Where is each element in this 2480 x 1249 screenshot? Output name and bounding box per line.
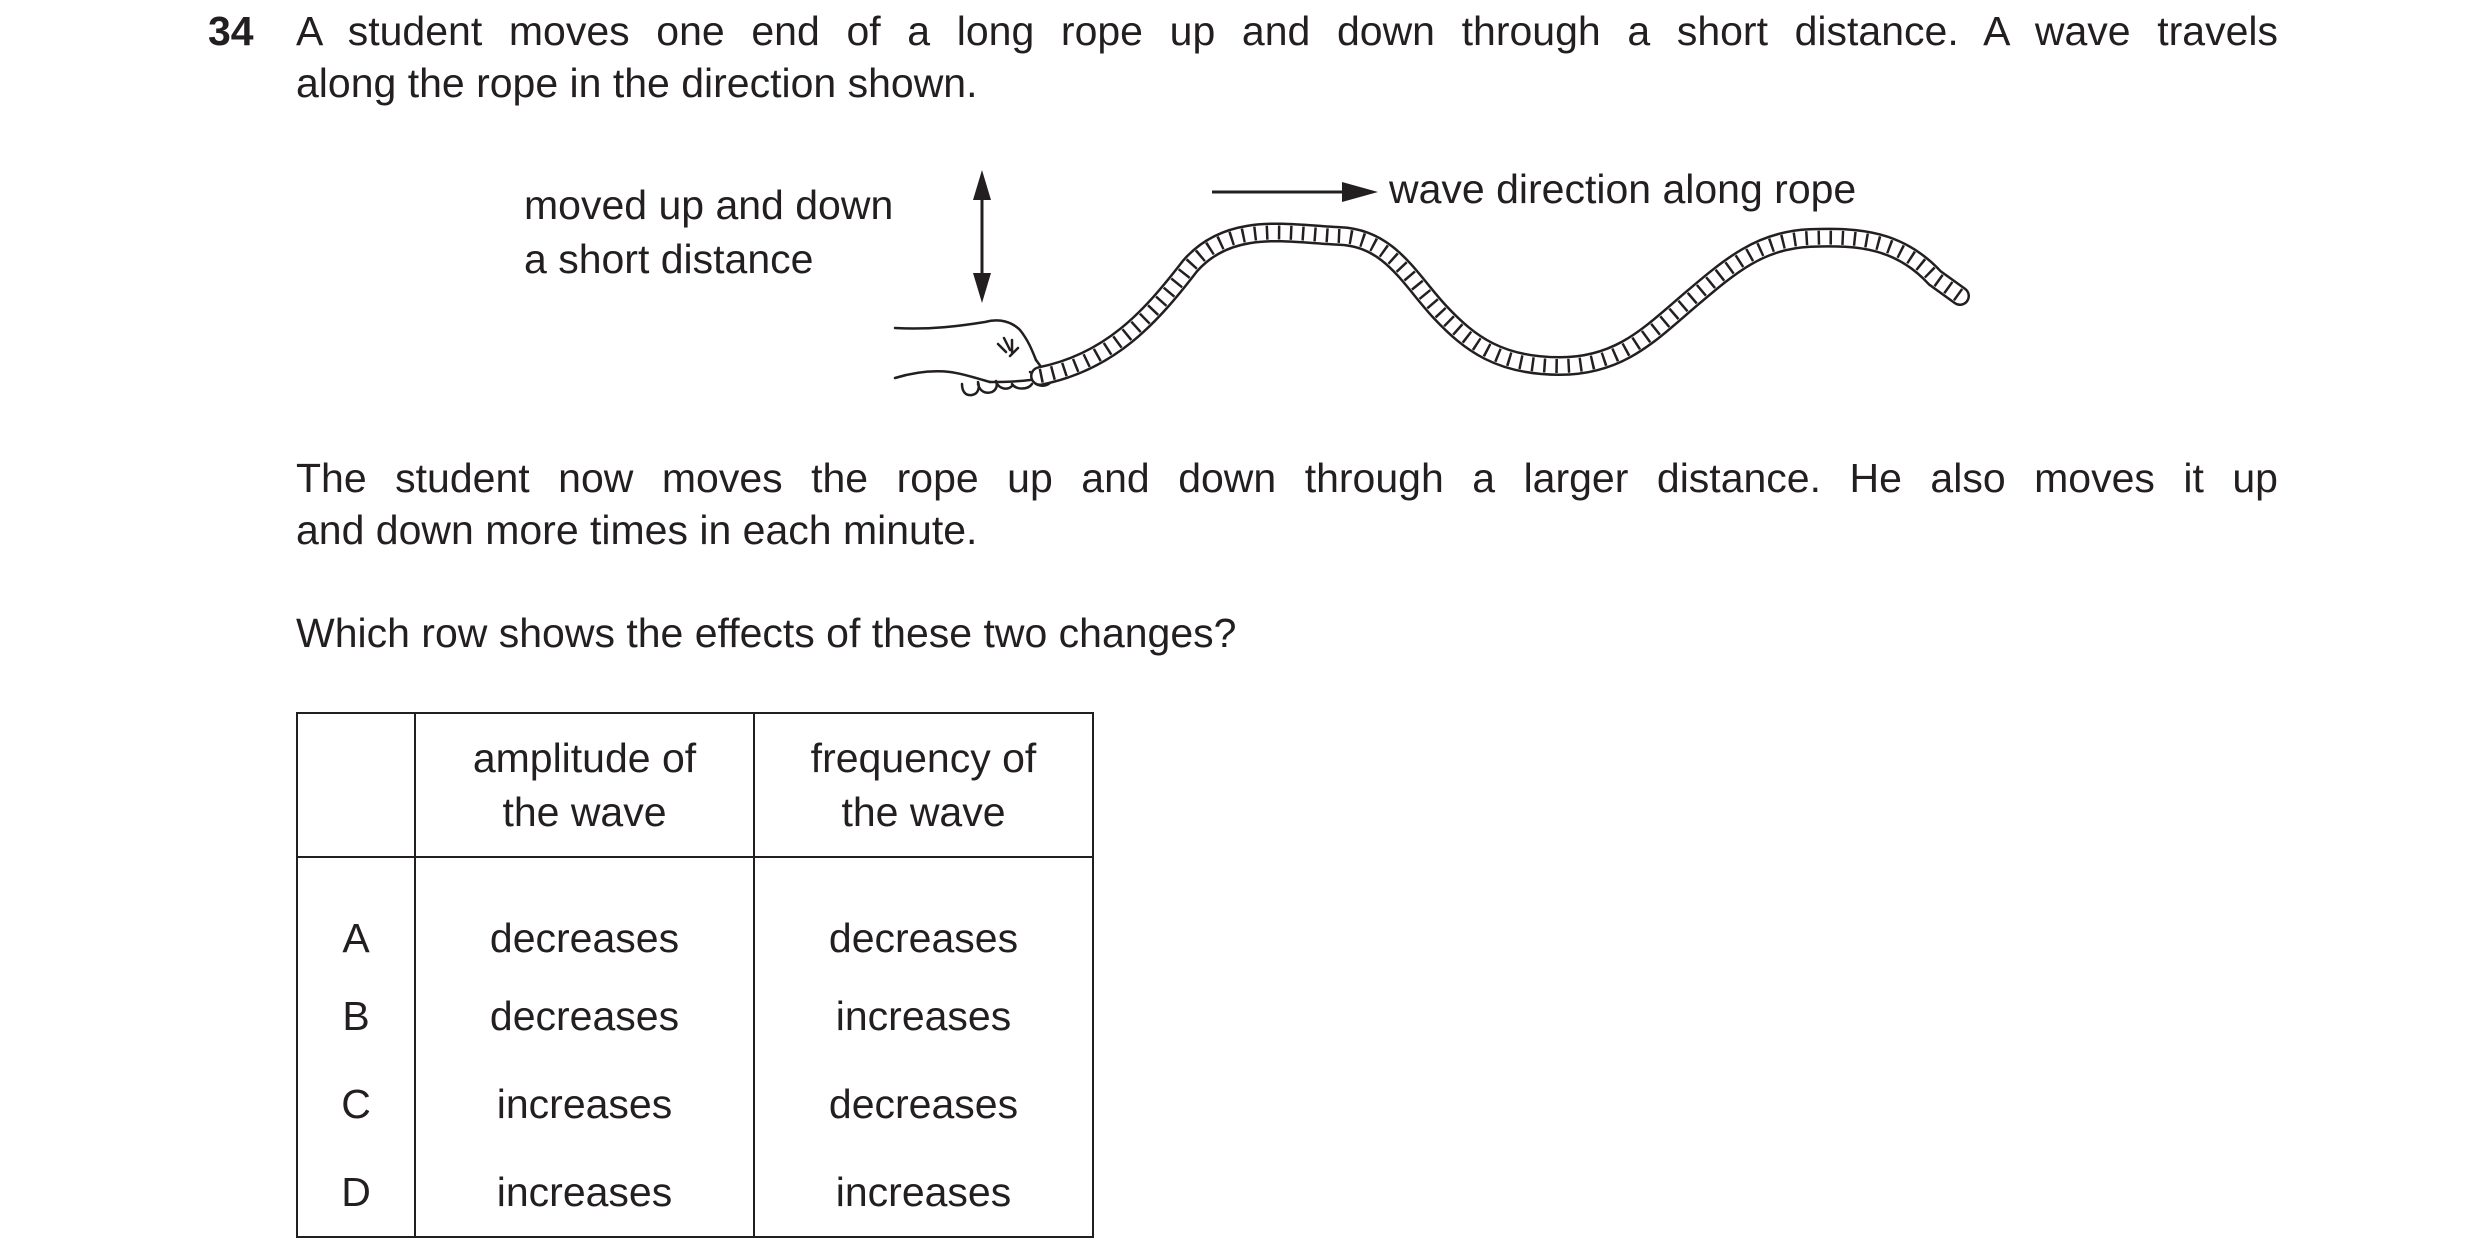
- row-letter: D: [297, 1148, 415, 1237]
- question-changes-line-2: and down more times in each minute.: [296, 507, 978, 553]
- answer-table: [296, 712, 1094, 1238]
- question-number: 34: [208, 8, 254, 54]
- question-changes-line-1: The student now moves the rope up and down through a larger distance. He also moves it up: [296, 455, 2278, 501]
- row-amplitude: decreases: [415, 857, 754, 972]
- rope-icon: [1040, 232, 1960, 376]
- question-intro-line-1: A student moves one end of a long rope up and down through a short distance. A wave travels: [296, 8, 2278, 54]
- row-frequency: increases: [754, 972, 1093, 1060]
- row-letter: A: [297, 857, 415, 972]
- header-frequency-line-2: the wave: [841, 789, 1006, 835]
- row-amplitude: increases: [415, 1060, 754, 1148]
- table-header-row: [297, 713, 1093, 857]
- header-amplitude-line-1: amplitude of: [472, 735, 697, 781]
- row-frequency: decreases: [754, 1060, 1093, 1148]
- question-prompt: Which row shows the effects of these two changes?: [296, 610, 1237, 656]
- table-row: [297, 1060, 1093, 1148]
- hand-icon: [895, 320, 1050, 395]
- label-moved-line-2: a short distance: [524, 236, 814, 282]
- row-frequency: increases: [754, 1148, 1093, 1237]
- header-frequency: [754, 713, 1093, 857]
- header-amplitude: [415, 713, 754, 857]
- question-intro-line-2: along the rope in the direction shown.: [296, 60, 978, 106]
- table-row: [297, 1148, 1093, 1237]
- row-letter: B: [297, 972, 415, 1060]
- question-changes: [296, 452, 2278, 556]
- row-letter: C: [297, 1060, 415, 1148]
- header-amplitude-line-2: the wave: [502, 789, 667, 835]
- up-down-arrow-icon: [973, 170, 991, 303]
- row-frequency: decreases: [754, 857, 1093, 972]
- header-empty: [297, 713, 415, 857]
- label-moved-line-1: moved up and down: [524, 182, 894, 228]
- rope-wave-diagram: [0, 0, 2480, 450]
- table-row: [297, 972, 1093, 1060]
- row-amplitude: increases: [415, 1148, 754, 1237]
- table-row: [297, 857, 1093, 972]
- row-amplitude: decreases: [415, 972, 754, 1060]
- right-arrow-icon: [1212, 182, 1378, 202]
- label-wave-direction: wave direction along rope: [1389, 166, 1857, 212]
- header-frequency-line-1: frequency of: [810, 735, 1037, 781]
